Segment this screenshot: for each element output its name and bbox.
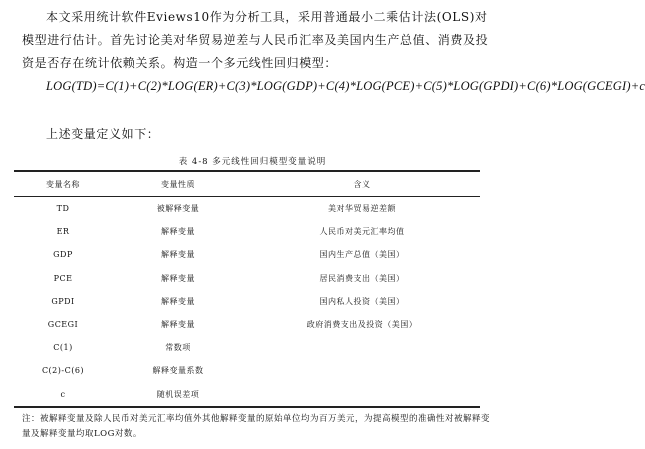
cell-variable-name: GPDI: [51, 296, 75, 306]
cell-variable-type: 解释变量: [161, 320, 195, 330]
cell-meaning: 国内生产总值（美国）: [319, 250, 405, 260]
table-row: [14, 267, 480, 290]
cell-variable-name: GDP: [53, 250, 73, 260]
table-header-row: [14, 171, 480, 197]
header-variable-name: 变量名称: [14, 171, 112, 197]
table-row: [14, 220, 480, 243]
table-row: [14, 383, 480, 407]
intro-paragraph: 本文采用统计软件Eviews10作为分析工具，采用普通最小二乘估计法(OLS)对模型进行估计。首先讨论美对华贸易逆差与人民币汇率及美国内生产总值、消费及投资是否存在统计依赖关系。构造一个多元线性回归模型：: [22, 10, 489, 70]
cell-meaning: [244, 336, 480, 359]
cell-meaning: 美对华贸易逆差额: [328, 204, 396, 214]
table-row: [14, 290, 480, 313]
table-row: [14, 197, 480, 221]
cell-meaning: 国内私人投资（美国）: [319, 296, 405, 306]
cell-variable-name: TD: [56, 204, 70, 214]
cell-meaning: [244, 383, 480, 407]
cell-variable-type: 解释变量: [161, 296, 195, 306]
cell-meaning: [244, 359, 480, 382]
cell-variable-name: C(2)-C(6): [41, 366, 85, 376]
cell-variable-name: c: [14, 383, 112, 407]
cell-variable-type: 解释变量: [161, 273, 195, 283]
cell-variable-type: 解释变量: [161, 227, 195, 237]
cell-variable-name: GCEGI: [47, 320, 79, 330]
cell-variable-type: 被解释变量: [156, 204, 200, 214]
cell-variable-type: 常数项: [165, 343, 191, 353]
cell-meaning: 居民消费支出（美国）: [319, 273, 405, 283]
cell-variable-type: 解释变量系数: [152, 366, 204, 376]
definition-intro: 上述变量定义如下：: [46, 127, 160, 141]
table-row: [14, 243, 480, 266]
regression-formula: LOG(TD)=C(1)+C(2)*LOG(ER)+C(3)*LOG(GDP)+C(4)*LOG(PCE)+C(5)*LOG(GPDI)+C(6)*LOG(GCEGI)+c: [46, 79, 645, 93]
variable-table: [14, 170, 480, 408]
cell-variable-name: PCE: [53, 273, 73, 283]
cell-variable-type: 解释变量: [161, 250, 195, 260]
header-meaning: 含义: [244, 171, 480, 197]
cell-variable-name: ER: [56, 227, 70, 237]
cell-meaning: 人民币对美元汇率均值: [319, 227, 405, 237]
table-note: 注：被解释变量及除人民币对美元汇率均值外其他解释变量的原始单位均为百万美元，为提高模型的准确性对被解释变量及解释变量均取LOG对数。: [22, 414, 491, 439]
cell-variable-name: C(1): [53, 343, 73, 353]
table-row: [14, 336, 480, 359]
table-row: [14, 359, 480, 382]
cell-meaning: 政府消费支出及投资（美国）: [306, 320, 418, 330]
table-row: [14, 313, 480, 336]
cell-variable-type: 随机误差项: [112, 383, 244, 407]
header-variable-type: 变量性质: [112, 171, 244, 197]
table-caption: 表 4-8 多元线性回归模型变量说明: [178, 157, 327, 167]
